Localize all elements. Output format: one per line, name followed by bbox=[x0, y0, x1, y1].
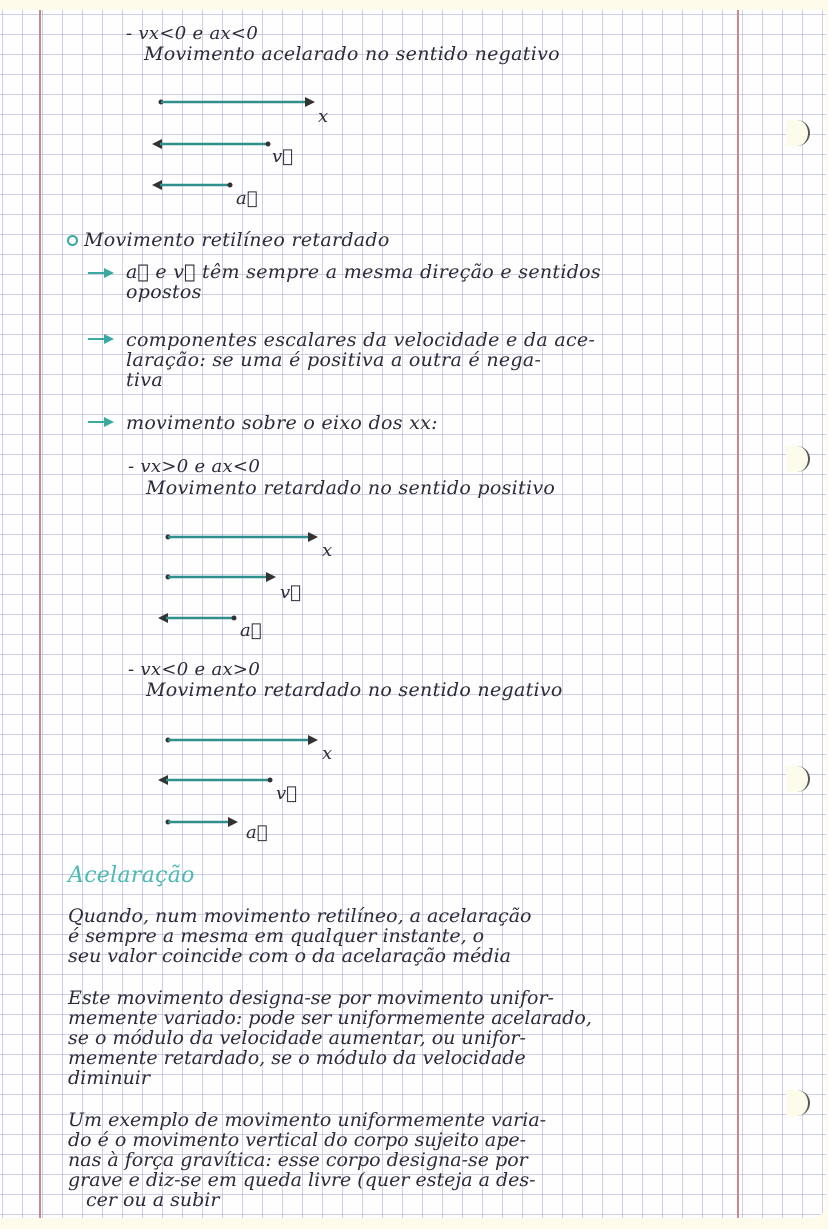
acceleration-vector-left-icon bbox=[156, 611, 241, 625]
condition-text: - vx<0 e ax>0 bbox=[128, 659, 261, 680]
velocity-label: v⃗ bbox=[272, 146, 293, 167]
arrow-bullet-icon bbox=[88, 334, 114, 344]
paragraph-line: memente retardado, se o módulo da velocidade bbox=[68, 1047, 526, 1069]
paragraph-line: nas à força gravítica: esse corpo designa-se por bbox=[68, 1149, 528, 1171]
bullet-line: opostos bbox=[126, 281, 202, 303]
paragraph-line: cer ou a subir bbox=[86, 1189, 220, 1211]
bullet-line: movimento sobre o eixo dos xx: bbox=[126, 412, 438, 434]
x-axis-label: x bbox=[318, 106, 329, 127]
arrow-bullet-icon bbox=[88, 417, 114, 427]
paragraph-line: Este movimento designa-se por movimento unifor- bbox=[68, 987, 554, 1009]
x-axis-arrow-icon bbox=[162, 530, 322, 544]
caption-text: Movimento retardado no sentido negativo bbox=[146, 679, 563, 701]
section-heading: Acelaração bbox=[68, 863, 195, 888]
bullet-line: tiva bbox=[126, 369, 163, 391]
bullet-line: componentes escalares da velocidade e da ace- bbox=[126, 329, 596, 351]
x-axis-label: x bbox=[322, 743, 333, 764]
paragraph-line: Um exemplo de movimento uniformemente varia- bbox=[68, 1109, 547, 1131]
paragraph-line: grave e diz-se em queda livre (quer esteja a des- bbox=[68, 1169, 536, 1191]
paragraph-line: seu valor coincide com o da acelaração média bbox=[68, 945, 511, 967]
acceleration-label: a⃗ bbox=[240, 620, 262, 641]
velocity-vector-right-icon bbox=[162, 570, 282, 584]
arrow-bullet-icon bbox=[88, 268, 114, 278]
paragraph-line: do é o movimento vertical do corpo sujeito ape- bbox=[68, 1129, 527, 1151]
x-axis-arrow-icon bbox=[162, 733, 322, 747]
paragraph-line: diminuir bbox=[68, 1067, 150, 1089]
paragraph-line: memente variado: pode ser uniformemente acelarado, bbox=[68, 1007, 592, 1029]
caption-text: Movimento acelarado no sentido negativo bbox=[144, 43, 560, 65]
paragraph bbox=[68, 1110, 546, 1210]
left-margin-line bbox=[39, 10, 41, 1218]
acceleration-label: a⃗ bbox=[246, 822, 268, 843]
section-title: Movimento retilíneo retardado bbox=[84, 229, 390, 251]
acceleration-label: a⃗ bbox=[236, 188, 258, 209]
x-axis-arrow-icon bbox=[155, 95, 320, 109]
paragraph bbox=[68, 906, 531, 966]
paragraph bbox=[68, 988, 592, 1088]
paragraph-line: é sempre a mesma em qualquer instante, o bbox=[68, 925, 485, 947]
bullet-line: a⃗ e v⃗ têm sempre a mesma direção e sentidos bbox=[126, 261, 601, 283]
paragraph-line: se o módulo da velocidade aumentar, ou unifor- bbox=[68, 1027, 526, 1049]
bullet-line: laração: se uma é positiva a outra é nega- bbox=[126, 349, 542, 371]
velocity-label: v⃗ bbox=[276, 783, 297, 804]
circle-bullet-icon bbox=[67, 235, 78, 246]
condition-text: - vx<0 e ax<0 bbox=[126, 23, 259, 44]
velocity-label: v⃗ bbox=[280, 582, 301, 603]
velocity-vector-left-icon bbox=[156, 773, 276, 787]
caption-text: Movimento retardado no sentido positivo bbox=[146, 477, 556, 499]
condition-text: - vx>0 e ax<0 bbox=[128, 456, 261, 477]
x-axis-label: x bbox=[322, 540, 333, 561]
paragraph-line: Quando, num movimento retilíneo, a acelaração bbox=[68, 905, 532, 927]
acceleration-vector-right-icon bbox=[162, 815, 242, 829]
velocity-vector-left-icon bbox=[150, 137, 275, 151]
acceleration-vector-left-icon bbox=[150, 178, 240, 192]
right-margin-line bbox=[737, 10, 739, 1218]
